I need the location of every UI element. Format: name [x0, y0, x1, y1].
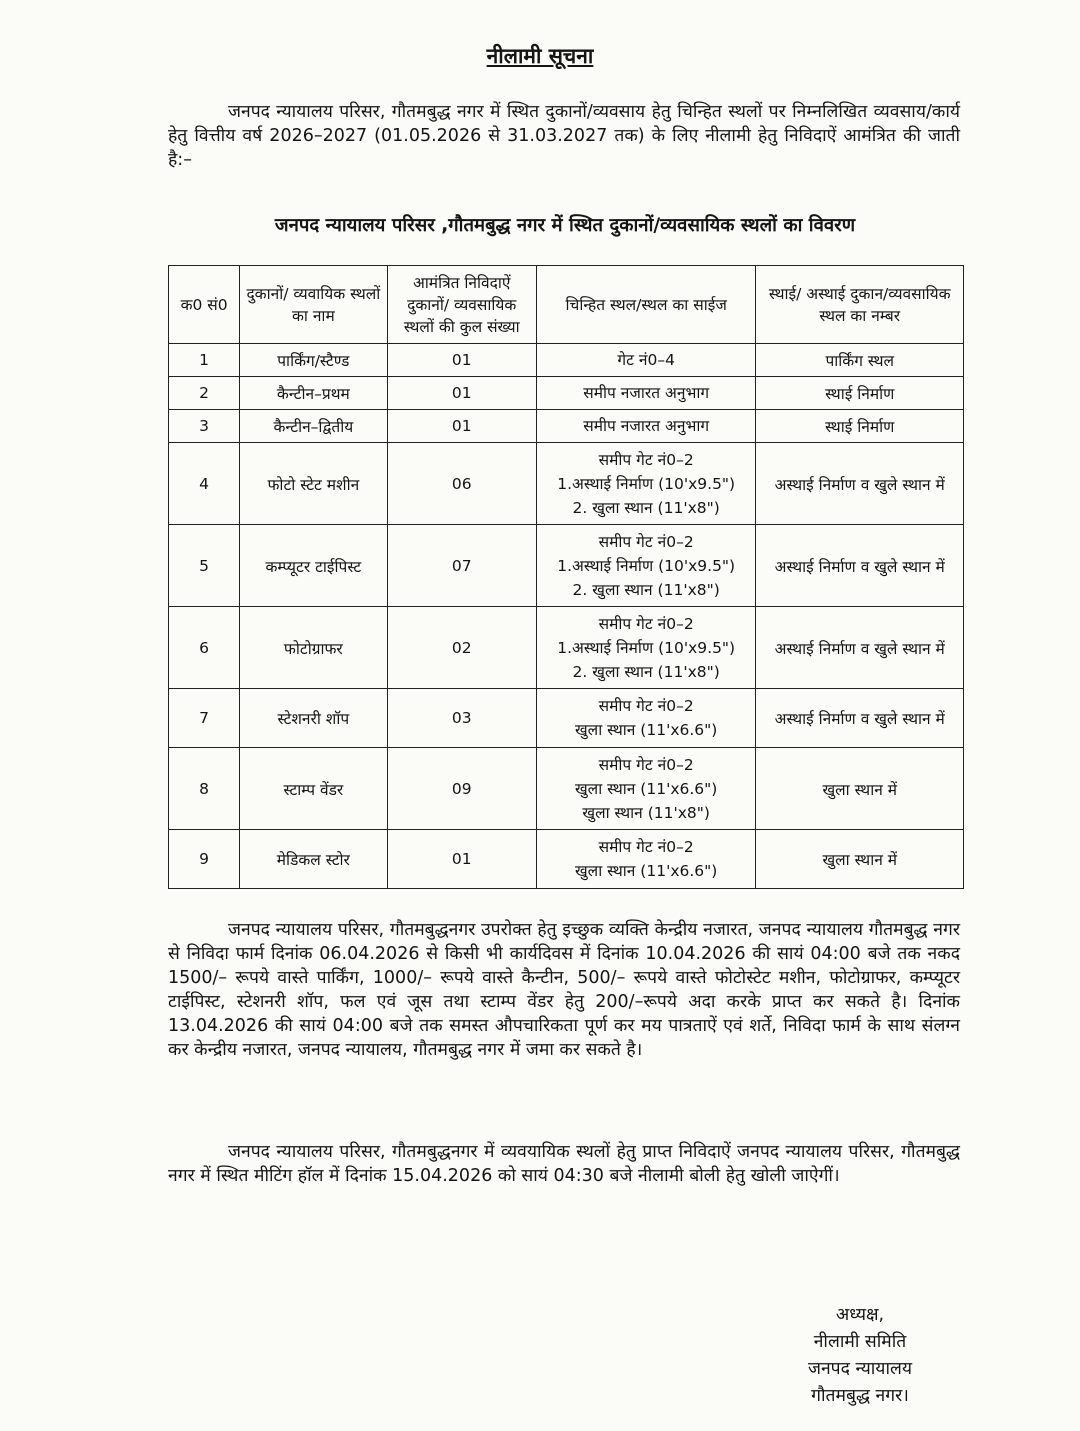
location-line: समीप गेट नं0–2: [598, 838, 694, 856]
location-line: 1.अस्थाई निर्माण (10'x9.5"): [557, 556, 736, 575]
location-line: समीप गेट नं0–2: [598, 614, 694, 633]
location-line: 2. खुला स्थान (11'x8"): [572, 662, 720, 681]
name-cell: मेडिकल स्टोर: [240, 830, 387, 889]
name-cell: फोटो स्टेट मशीन: [240, 443, 387, 525]
type-cell: अस्थाई निर्माण व खुले स्थान में: [756, 443, 964, 525]
table-heading: जनपद न्यायालय परिसर ,गौतमबुद्ध नगर में स्थित दुकानों/व्यवसायिक स्थलों का विवरण: [274, 215, 856, 236]
name-cell: कैन्टीन–द्वितीय: [240, 410, 387, 443]
count-cell: 01: [387, 377, 536, 410]
type-cell: अस्थाई निर्माण व खुले स्थान में: [756, 525, 964, 607]
type-cell: स्थाई निर्माण: [756, 377, 964, 410]
sno-cell: 4: [169, 443, 240, 525]
shops-table: [168, 265, 964, 889]
count-cell: 01: [387, 830, 536, 889]
location-line: 1.अस्थाई निर्माण (10'x9.5"): [557, 474, 736, 493]
signature-line: नीलामी समिति: [813, 1332, 907, 1352]
table-row: [169, 410, 964, 443]
location-cell: [536, 377, 756, 410]
sno-cell: 6: [169, 607, 240, 689]
count-cell: 02: [387, 607, 536, 689]
name-cell: स्टेशनरी शॉप: [240, 689, 387, 748]
location-line: समीप नजारत अनुभाग: [583, 384, 710, 402]
application-text: जनपद न्यायालय परिसर, गौतमबुद्धनगर उपरोक्त हेतु इच्छुक व्यक्ति केन्द्रीय नजारत, जनपद न्यायालय गौतमबुद्ध नगर से निविदा फार्म दिनांक 06.04.2026 से किसी भी कार्यदिवस में दिनांक 10.04.2026 की सायं 04:00 बजे तक नकद 1500/– रूपये वास्ते पार्किंग, 1000/– रूपये वास्ते कैन्टीन, 500/– रूपये वास्ते फोटोस्टेट मशीन, फोटोग्राफर, कम्प्यूटर टाईपिस्ट, स्टेशनरी शॉप, फल एवं जूस तथा स्टाम्प वेंडर हेतु 200/–रूपये अदा करके प्राप्त कर सकते है। दिनांक 13.04.2026 की सायं 04:00 बजे तक समस्त औपचारिकता पूर्ण कर मय पात्रताऐं एवं शर्ते, निविदा फार्म के साथ संलग्न कर केन्द्रीय नजारत, जनपद न्यायालय, गौतमबुद्ध नगर में जमा कर सकते है।: [168, 920, 960, 1060]
sno-cell: 3: [169, 410, 240, 443]
location-line: समीप गेट नं0–2: [598, 450, 694, 469]
location-line: खुला स्थान (11'x8"): [582, 803, 710, 822]
location-cell: [536, 344, 756, 377]
location-cell: [536, 607, 756, 689]
table-body: [169, 344, 964, 889]
intro-paragraph: [168, 100, 960, 172]
table-row: [169, 748, 964, 830]
opening-paragraph: [168, 1140, 960, 1188]
location-cell: [536, 689, 756, 748]
location-cell: [536, 410, 756, 443]
name-cell: पार्किंग/स्टैण्ड: [240, 344, 387, 377]
location-line: समीप गेट नं0–2: [598, 532, 694, 551]
opening-text: जनपद न्यायालय परिसर, गौतमबुद्धनगर में व्यवयायिक स्थलों हेतु प्राप्त निविदाऐं जनपद न्यायालय परिसर, गौतमबुद्ध नगर में स्थित मीटिंग हॉल में दिनांक 15.04.2026 को सायं 04:30 बजे नीलामी बोली हेतु खोली जाऐगीं।: [168, 1142, 960, 1186]
signature-line: जनपद न्यायालय: [807, 1359, 913, 1379]
count-cell: 01: [387, 410, 536, 443]
table-row: [169, 443, 964, 525]
location-line: खुला स्थान (11'x6.6"): [575, 862, 718, 880]
count-cell: 06: [387, 443, 536, 525]
location-line: 2. खुला स्थान (11'x8"): [572, 498, 720, 517]
header-name: दुकानों/ व्यवायिक स्थलों का नाम: [240, 266, 387, 344]
notice-title: नीलामी सूचना: [486, 44, 594, 68]
table-row: [169, 377, 964, 410]
location-cell: [536, 830, 756, 889]
type-cell: स्थाई निर्माण: [756, 410, 964, 443]
location-line: समीप नजारत अनुभाग: [583, 417, 710, 435]
signature-block: [760, 1302, 960, 1410]
type-cell: खुला स्थान में: [756, 748, 964, 830]
name-cell: स्टाम्प वेंडर: [240, 748, 387, 830]
table-row: [169, 525, 964, 607]
application-paragraph: [168, 918, 960, 1062]
header-type: स्थाई/ अस्थाई दुकान/व्यवसायिक स्थल का नम्बर: [756, 266, 964, 344]
location-cell: [536, 525, 756, 607]
table-row: [169, 344, 964, 377]
sno-cell: 1: [169, 344, 240, 377]
count-cell: 09: [387, 748, 536, 830]
type-cell: खुला स्थान में: [756, 830, 964, 889]
sno-cell: 5: [169, 525, 240, 607]
table-row: [169, 689, 964, 748]
header-location: चिन्हित स्थल/स्थल का साईज: [536, 266, 756, 344]
sno-cell: 7: [169, 689, 240, 748]
intro-text: जनपद न्यायालय परिसर, गौतमबुद्ध नगर में स्थित दुकानों/व्यवसाय हेतु चिन्हित स्थलों पर निम्नलिखित व्यवसाय/कार्य हेतु वित्तीय वर्ष 2026–2027 (01.05.2026 से 31.03.2027 तक) के लिए नीलामी हेतु निविदाऐं आमंत्रित की जाती है:–: [168, 102, 960, 170]
header-sno: क0 सं0: [169, 266, 240, 344]
location-line: खुला स्थान (11'x6.6"): [575, 721, 718, 739]
table-row: [169, 830, 964, 889]
sno-cell: 9: [169, 830, 240, 889]
location-line: गेट नं0–4: [617, 351, 675, 369]
type-cell: पार्किंग स्थल: [756, 344, 964, 377]
location-line: 2. खुला स्थान (11'x8"): [572, 580, 720, 599]
table-header-row: [169, 266, 964, 344]
count-cell: 03: [387, 689, 536, 748]
location-line: समीप गेट नं0–2: [598, 755, 694, 774]
location-line: समीप गेट नं0–2: [598, 697, 694, 715]
type-cell: अस्थाई निर्माण व खुले स्थान में: [756, 689, 964, 748]
sno-cell: 2: [169, 377, 240, 410]
sno-cell: 8: [169, 748, 240, 830]
count-cell: 07: [387, 525, 536, 607]
name-cell: कैन्टीन–प्रथम: [240, 377, 387, 410]
location-cell: [536, 748, 756, 830]
signature-line: अध्यक्ष,: [835, 1305, 885, 1325]
signature-line: गौतमबुद्ध नगर।: [811, 1386, 909, 1406]
name-cell: फोटोग्राफर: [240, 607, 387, 689]
count-cell: 01: [387, 344, 536, 377]
location-line: खुला स्थान (11'x6.6"): [575, 779, 718, 798]
type-cell: अस्थाई निर्माण व खुले स्थान में: [756, 607, 964, 689]
location-line: 1.अस्थाई निर्माण (10'x9.5"): [557, 638, 736, 657]
header-count: आमंत्रित निविदाऐं दुकानों/ व्यवसायिक स्थलों की कुल संख्या: [387, 266, 536, 344]
location-cell: [536, 443, 756, 525]
table-row: [169, 607, 964, 689]
name-cell: कम्प्यूटर टाईपिस्ट: [240, 525, 387, 607]
